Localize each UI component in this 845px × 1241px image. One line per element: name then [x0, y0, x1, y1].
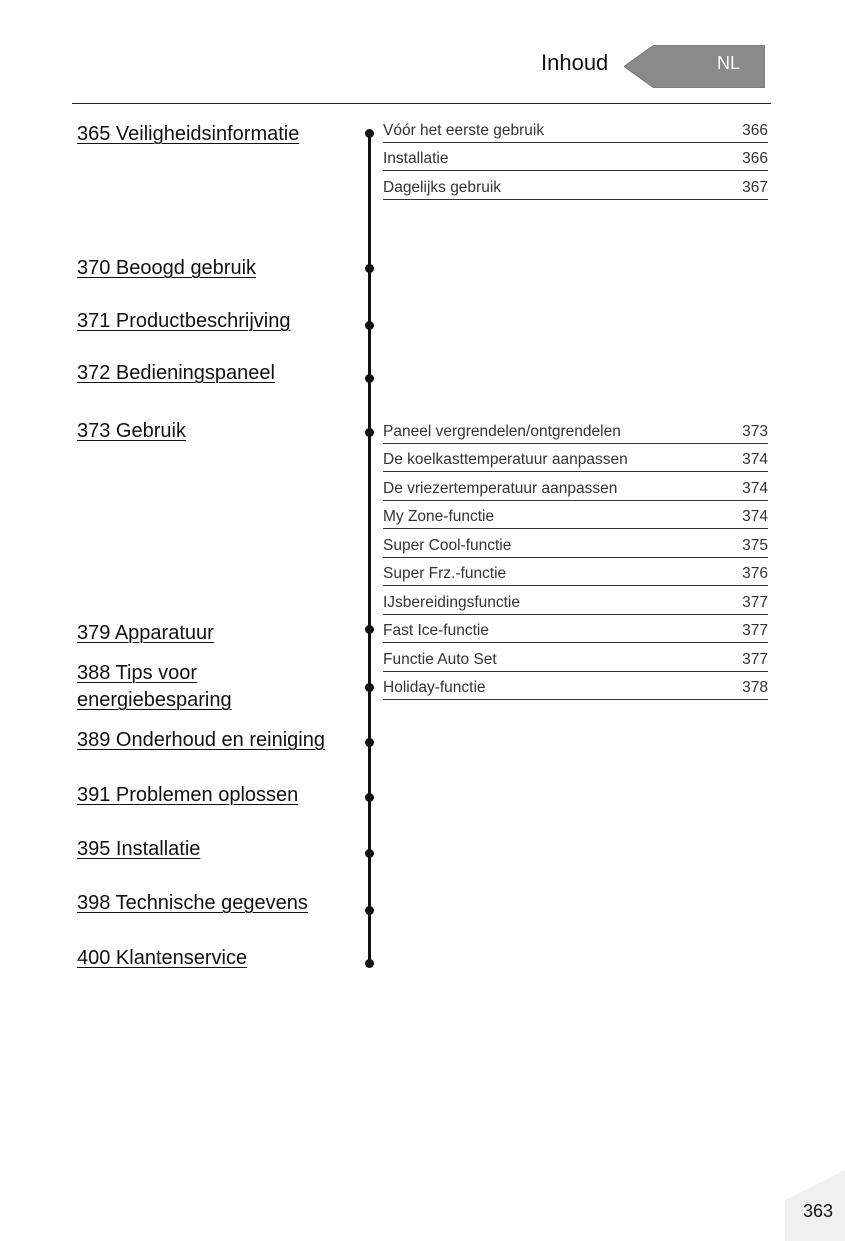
chapter-link-tips-energiebesparing[interactable]: 388 Tips voor energiebesparing	[77, 662, 232, 711]
page-title: Inhoud	[541, 50, 609, 75]
timeline-dot	[365, 625, 374, 634]
chapter-link-veiligheidsinformatie[interactable]: 365 Veiligheidsinformatie	[77, 123, 300, 145]
header-divider	[72, 103, 771, 104]
section-page-number: 373	[742, 423, 768, 440]
section-label: Holiday-functie	[383, 679, 486, 696]
section-page-number: 374	[742, 480, 768, 497]
timeline-dot	[365, 428, 374, 437]
language-tab-shape	[624, 45, 765, 88]
section-page-number: 376	[742, 565, 768, 582]
timeline-dot	[365, 683, 374, 692]
section-page-number: 366	[742, 122, 768, 139]
section-page-number: 375	[742, 537, 768, 554]
chapter-link-installatie[interactable]: 395 Installatie	[77, 838, 201, 860]
section-page-number: 367	[742, 179, 768, 196]
section-label: Paneel vergrendelen/ontgrendelen	[383, 423, 621, 440]
section-link[interactable]	[383, 423, 768, 444]
chapter-link-gebruik[interactable]: 373 Gebruik	[77, 420, 186, 442]
section-label: Super Frz.-functie	[383, 565, 507, 582]
section-label: De vriezertemperatuur aanpassen	[383, 480, 618, 497]
section-link[interactable]	[383, 679, 768, 700]
section-link[interactable]	[383, 594, 768, 615]
section-label: Dagelijks gebruik	[383, 179, 502, 196]
timeline-dot	[365, 321, 374, 330]
section-page-number: 377	[742, 594, 768, 611]
chapter-link-klantenservice[interactable]: 400 Klantenservice	[77, 947, 248, 969]
section-label: Super Cool-functie	[383, 537, 512, 554]
section-page-number: 374	[742, 451, 768, 468]
section-label: My Zone-functie	[383, 508, 495, 525]
chapter-link-problemen-oplossen[interactable]: 391 Problemen oplossen	[77, 784, 299, 806]
section-link[interactable]	[383, 651, 768, 672]
section-label: De koelkasttemperatuur aanpassen	[383, 451, 628, 468]
chapter-link-productbeschrijving[interactable]: 371 Productbeschrijving	[77, 310, 291, 332]
section-link[interactable]	[383, 122, 768, 143]
section-link[interactable]	[383, 565, 768, 586]
timeline-dot	[365, 374, 374, 383]
section-page-number: 374	[742, 508, 768, 525]
section-link[interactable]	[383, 451, 768, 472]
timeline-dot	[365, 793, 374, 802]
section-page-number: 377	[742, 651, 768, 668]
timeline-dot	[365, 906, 374, 915]
chapter-link-onderhoud-reiniging[interactable]: 389 Onderhoud en reiniging	[77, 729, 325, 751]
chapter-link-apparatuur[interactable]: 379 Apparatuur	[77, 622, 214, 644]
section-label: Installatie	[383, 150, 449, 167]
language-tab	[624, 45, 765, 88]
timeline-dot	[365, 959, 374, 968]
toc-timeline	[368, 133, 371, 965]
language-label: NL	[717, 53, 741, 73]
section-page-number: 377	[742, 622, 768, 639]
chapter-link-beoogd-gebruik[interactable]: 370 Beoogd gebruik	[77, 257, 257, 279]
page-number: 363	[803, 1201, 834, 1221]
timeline-dot	[365, 849, 374, 858]
timeline-dot	[365, 264, 374, 273]
section-page-number: 378	[742, 679, 768, 696]
chapter-link-technische-gegevens[interactable]: 398 Technische gegevens	[77, 892, 308, 914]
page-corner	[785, 1170, 845, 1241]
section-label: Fast Ice-functie	[383, 622, 489, 639]
section-link[interactable]	[383, 480, 768, 501]
section-link[interactable]	[383, 508, 768, 529]
timeline-dot	[365, 129, 374, 138]
section-label: Functie Auto Set	[383, 651, 497, 668]
chapter-link-bedieningspaneel[interactable]: 372 Bedieningspaneel	[77, 362, 275, 384]
timeline-dot	[365, 738, 374, 747]
section-link[interactable]	[383, 622, 768, 643]
section-link[interactable]	[383, 537, 768, 558]
section-label: IJsbereidingsfunctie	[383, 594, 520, 611]
section-label: Vóór het eerste gebruik	[383, 122, 545, 139]
section-page-number: 366	[742, 150, 768, 167]
section-link[interactable]	[383, 150, 768, 171]
section-link[interactable]	[383, 179, 768, 200]
